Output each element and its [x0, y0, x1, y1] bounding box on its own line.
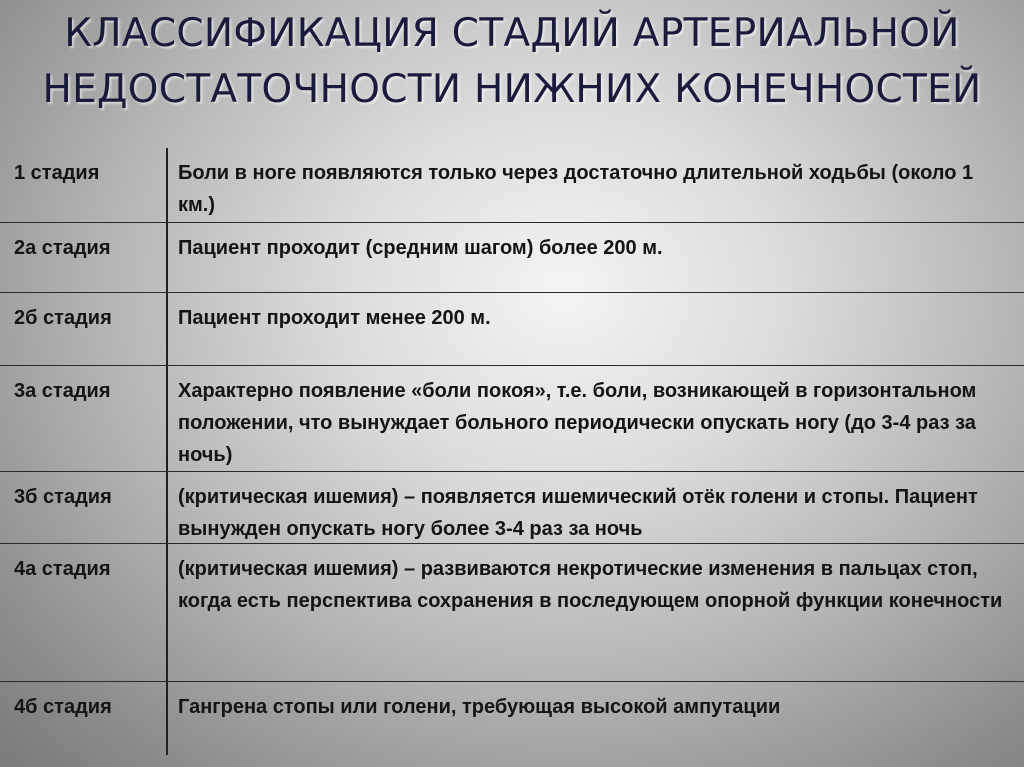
table-row	[0, 366, 1024, 472]
stage-label: 3б стадия	[14, 486, 112, 508]
stage-description: Боли в ноге появляются только через достаточно длительной ходьбы (около 1 км.)	[178, 162, 974, 216]
stage-description: Гангрена стопы или голени, требующая высокой ампутации	[178, 696, 781, 718]
table-row	[0, 293, 1024, 366]
stage-label: 4б стадия	[14, 696, 112, 718]
stage-label: 3а стадия	[14, 380, 111, 402]
stage-description: Характерно появление «боли покоя», т.е. боли, возникающей в горизонтальном положении, что вынуждает больного периодически опускать ногу (до 3-4 раз за ночь)	[178, 380, 977, 466]
stage-description: Пациент проходит (средним шагом) более 200 м.	[178, 237, 663, 259]
table-row	[0, 682, 1024, 755]
stage-description: (критическая ишемия) – развиваются некротические изменения в пальцах стоп, когда есть перспектива сохранения в последующем опорной функции конечности	[178, 558, 1003, 612]
slide-title	[0, 6, 1024, 118]
table-row	[0, 223, 1024, 293]
slide-title-line-1: КЛАССИФИКАЦИЯ СТАДИЙ АРТЕРИАЛЬНОЙ	[64, 11, 960, 56]
stage-label: 2а стадия	[14, 237, 111, 259]
table-row	[0, 148, 1024, 223]
stage-label: 4а стадия	[14, 558, 111, 580]
slide-title-line-2: НЕДОСТАТОЧНОСТИ НИЖНИХ КОНЕЧНОСТЕЙ	[42, 67, 982, 112]
stage-label: 2б стадия	[14, 307, 112, 329]
table-row	[0, 544, 1024, 682]
stage-description: Пациент проходит менее 200 м.	[178, 307, 491, 329]
stage-description: (критическая ишемия) – появляется ишемический отёк голени и стопы. Пациент вынужден опускать ногу более 3-4 раз за ночь	[178, 486, 978, 540]
table-row	[0, 472, 1024, 544]
stage-label: 1 стадия	[14, 162, 100, 184]
